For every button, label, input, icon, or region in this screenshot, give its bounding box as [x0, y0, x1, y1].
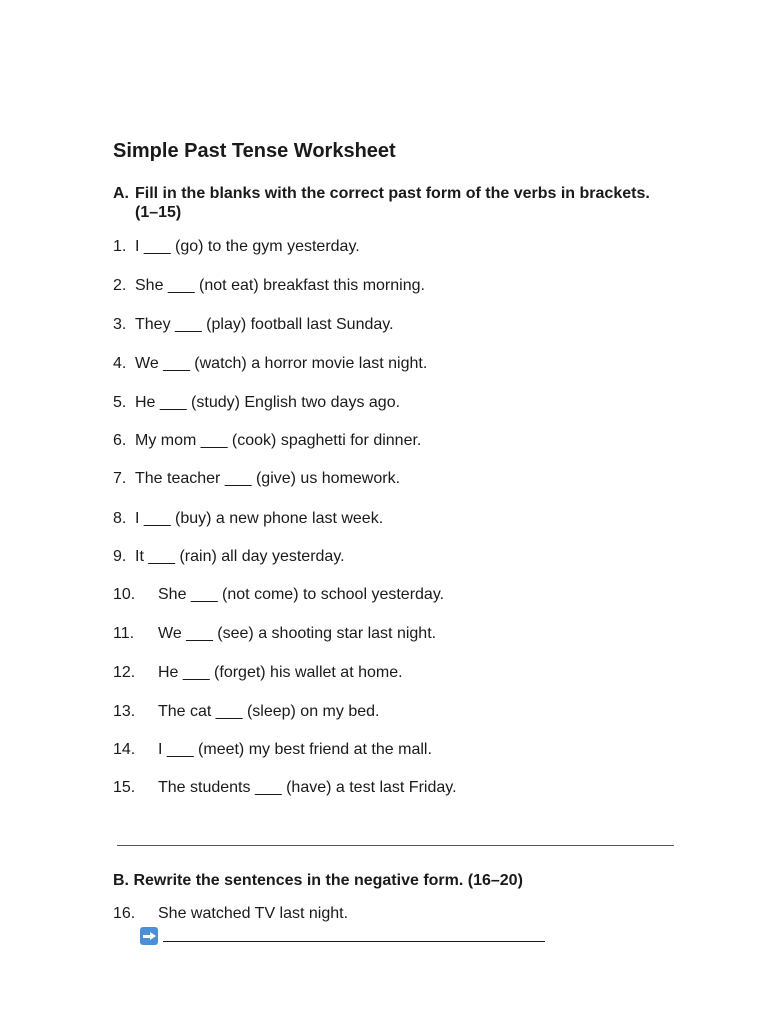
list-item: [113, 315, 713, 334]
item-text: We ___ (see) a shooting star last night.: [158, 625, 437, 642]
item-number: 4.: [113, 355, 127, 372]
item-number: 9.: [113, 548, 127, 565]
list-item: [113, 585, 713, 604]
item-number: 2.: [113, 277, 127, 294]
item-number: 16.: [113, 905, 136, 922]
item-number: 14.: [113, 741, 136, 758]
item-number: 11.: [113, 625, 135, 642]
item-number: 8.: [113, 510, 127, 527]
item-number: 13.: [113, 703, 136, 720]
item-number: 6.: [113, 432, 127, 449]
item-text: I ___ (buy) a new phone last week.: [135, 510, 384, 527]
section-b-heading: B. Rewrite the sentences in the negative form. (16–20): [113, 872, 523, 889]
item-text: I ___ (go) to the gym yesterday.: [135, 238, 360, 255]
answer-blank[interactable]: [163, 926, 545, 942]
section-a-range: (1–15): [135, 204, 182, 221]
item-text: The students ___ (have) a test last Friday.: [158, 779, 457, 796]
list-item: [113, 547, 713, 566]
item-number: 10.: [113, 586, 136, 603]
section-divider: [117, 845, 674, 846]
section-a-label: A.: [113, 185, 129, 202]
item-text: They ___ (play) football last Sunday.: [135, 316, 394, 333]
item-text: We ___ (watch) a horror movie last night.: [135, 355, 428, 372]
section-a-heading-text: Fill in the blanks with the correct past form of the verbs in brackets.: [135, 185, 650, 202]
item-text: The teacher ___ (give) us homework.: [135, 470, 401, 487]
item-text: He ___ (forget) his wallet at home.: [158, 664, 403, 681]
section-a-heading: [113, 184, 693, 222]
item-number: 7.: [113, 470, 127, 487]
list-item: [113, 740, 713, 759]
list-item: [113, 702, 713, 721]
list-item: [113, 237, 713, 256]
item-number: 12.: [113, 664, 136, 681]
list-item: [113, 469, 713, 488]
item-number: 3.: [113, 316, 127, 333]
item-text: She watched TV last night.: [158, 905, 349, 922]
item-number: 15.: [113, 779, 136, 796]
item-text: The cat ___ (sleep) on my bed.: [158, 703, 380, 720]
right-arrow-icon: [140, 927, 158, 945]
list-item: [113, 778, 713, 797]
list-item: [113, 431, 713, 450]
item-number: 1.: [113, 238, 127, 255]
item-text: It ___ (rain) all day yesterday.: [135, 548, 345, 565]
item-text: She ___ (not eat) breakfast this morning.: [135, 277, 425, 294]
list-item: [113, 393, 713, 412]
list-item: [113, 663, 713, 682]
item-text: My mom ___ (cook) spaghetti for dinner.: [135, 432, 422, 449]
list-item: [113, 354, 713, 373]
item-text: I ___ (meet) my best friend at the mall.: [158, 741, 432, 758]
answer-line[interactable]: [140, 926, 545, 947]
item-number: 5.: [113, 394, 127, 411]
list-item: [113, 904, 713, 923]
list-item: [113, 509, 713, 528]
page-title: Simple Past Tense Worksheet: [113, 140, 396, 162]
item-text: She ___ (not come) to school yesterday.: [158, 586, 445, 603]
item-text: He ___ (study) English two days ago.: [135, 394, 401, 411]
list-item: [113, 276, 713, 295]
list-item: [113, 624, 713, 643]
